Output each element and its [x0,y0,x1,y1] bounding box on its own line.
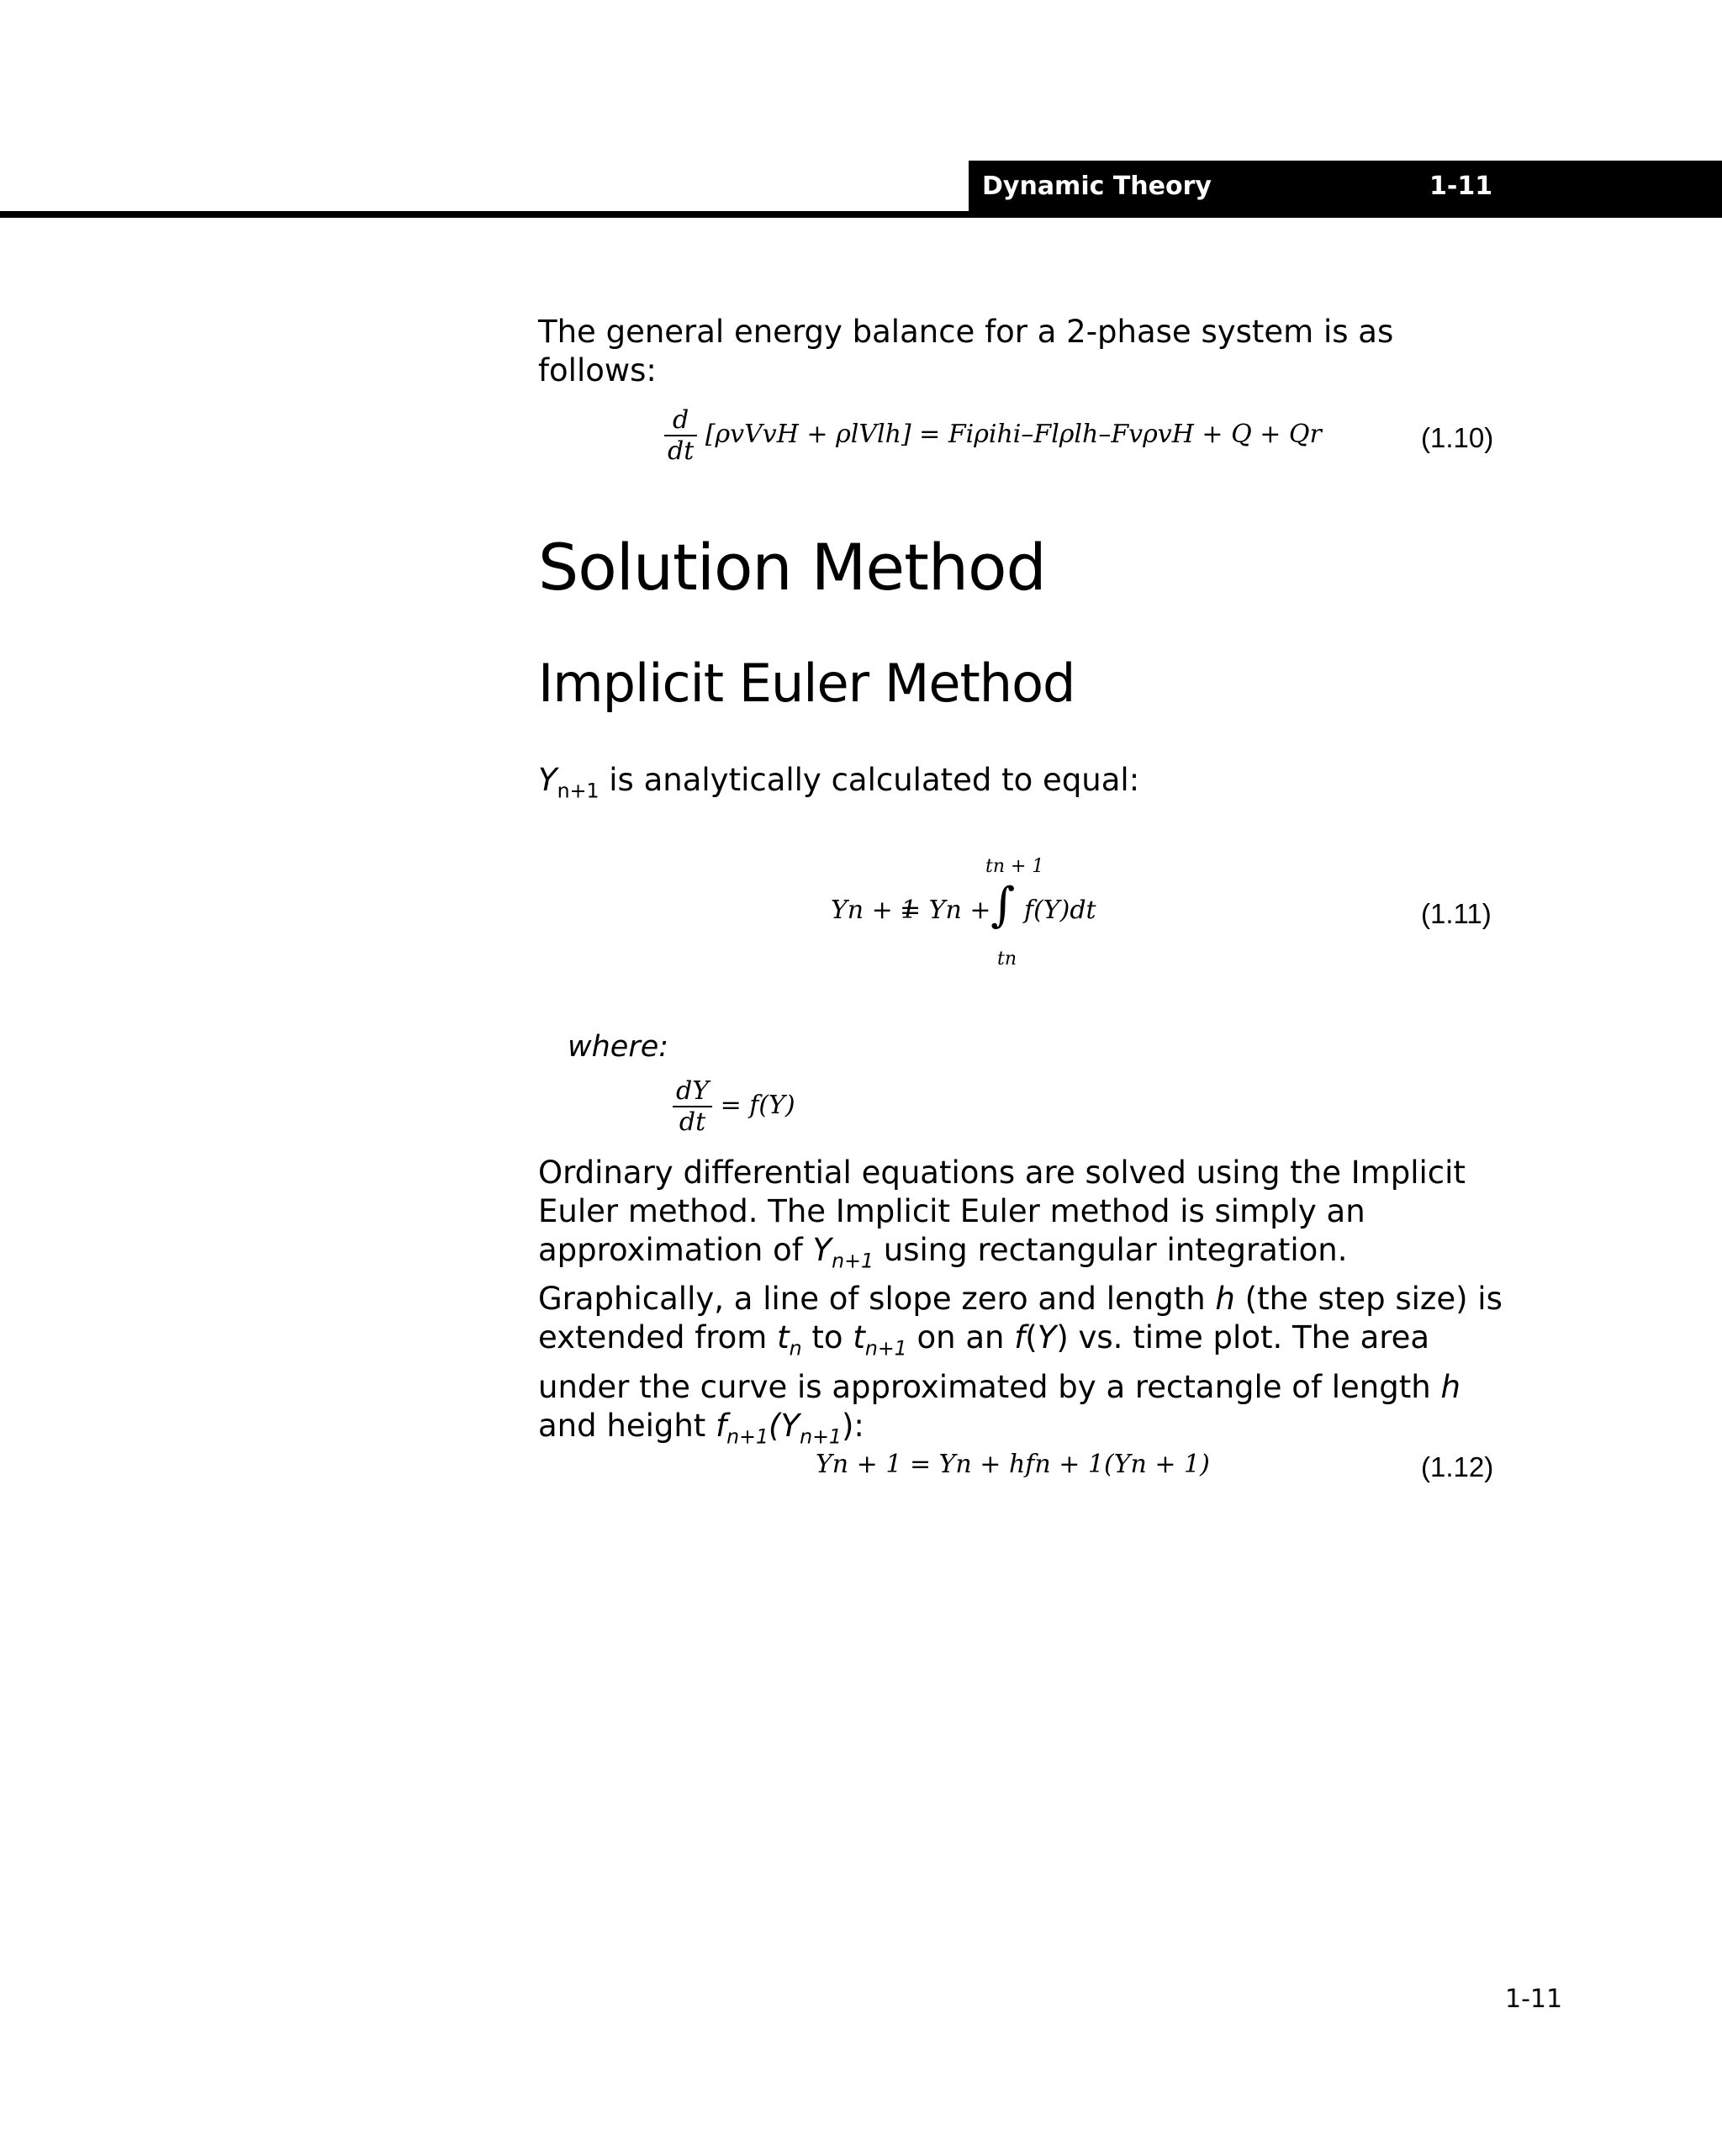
variable: t [853,1319,865,1356]
subscript: n+1 [557,779,600,803]
variable: h [1215,1281,1235,1318]
fraction-numerator: d [664,405,697,436]
equation-1-11-rhs: = Yn + [900,896,991,925]
equation-where-rhs: = f(Y) [720,1091,795,1120]
text-run: (the step size) is extended from [538,1281,1503,1356]
equation-number-1-12: (1.12) [1421,1451,1494,1482]
dy-dt-fraction [673,1076,712,1137]
fraction-denominator: dt [668,436,695,466]
subscript: n+1 [726,1424,769,1448]
equation-number-1-11: (1.11) [1421,898,1492,929]
yn1-line [538,761,1513,810]
fraction-denominator: dt [679,1107,706,1137]
variable: Y [780,1407,800,1444]
integral-sign: ∫ [990,878,1016,933]
text-run: on an [906,1319,1015,1356]
integral-upper-limit: tn + 1 [985,856,1044,877]
derivative-fraction [664,405,697,466]
subscript: n+1 [864,1336,907,1361]
variable: Y [812,1232,832,1268]
header-title: Dynamic Theory [982,172,1212,201]
subscript: n+1 [832,1249,874,1273]
section-title: Solution Method [538,530,1046,605]
text-run: ( [1025,1319,1038,1356]
body-paragraph [538,1154,1513,1456]
text-run: ): [841,1407,864,1444]
where-label: where: [568,1030,669,1064]
text-run: using rectangular integration. Graphically, a line of slope zero and length [538,1232,1348,1318]
equation-rhs: = Fiρihi–Flρlh–FvρvH + Q + Qr [919,420,1322,449]
equation-number-1-10: (1.10) [1421,422,1494,453]
variable-y: Y [538,762,557,798]
equation-1-11-lhs: Yn + 1 [831,896,917,925]
variable: f [716,1407,727,1444]
intro-text: The general energy balance for a 2-phase system is as follows: [538,314,1394,388]
header-page-number: 1-11 [1429,172,1493,201]
fraction-numerator: dY [673,1076,712,1107]
text-run: to [801,1319,853,1356]
equation-1-12: Yn + 1 = Yn + hfn + 1(Yn + 1) [816,1450,1210,1479]
text-run: ) vs. time plot. The area under the curve is approximated by a rectangle of length [538,1319,1441,1405]
variable: t [777,1319,790,1356]
footer-page-number: 1-11 [1505,1984,1563,2014]
integral-lower-limit: tn [997,949,1017,970]
text-run: and height [538,1407,716,1444]
variable: Y [1037,1319,1057,1356]
subsection-title: Implicit Euler Method [538,653,1075,714]
equation-1-11-integrand: f(Y)dt [1024,896,1096,925]
equation-lhs: [ρvVvH + ρlVlh] [705,420,911,449]
subscript: n+1 [800,1424,842,1448]
variable: f [1014,1319,1026,1356]
text-run: ( [769,1407,781,1444]
subscript: n [789,1336,802,1361]
yn1-line-text: is analytically calculated to equal: [609,762,1140,798]
variable: h [1440,1368,1461,1405]
equation-where [673,1076,795,1137]
equation-1-10 [664,405,1322,466]
text-run: Ordinary differential equations are solved using the Implicit Euler method. The Implicit Euler method is simply an approximation of [538,1155,1466,1268]
